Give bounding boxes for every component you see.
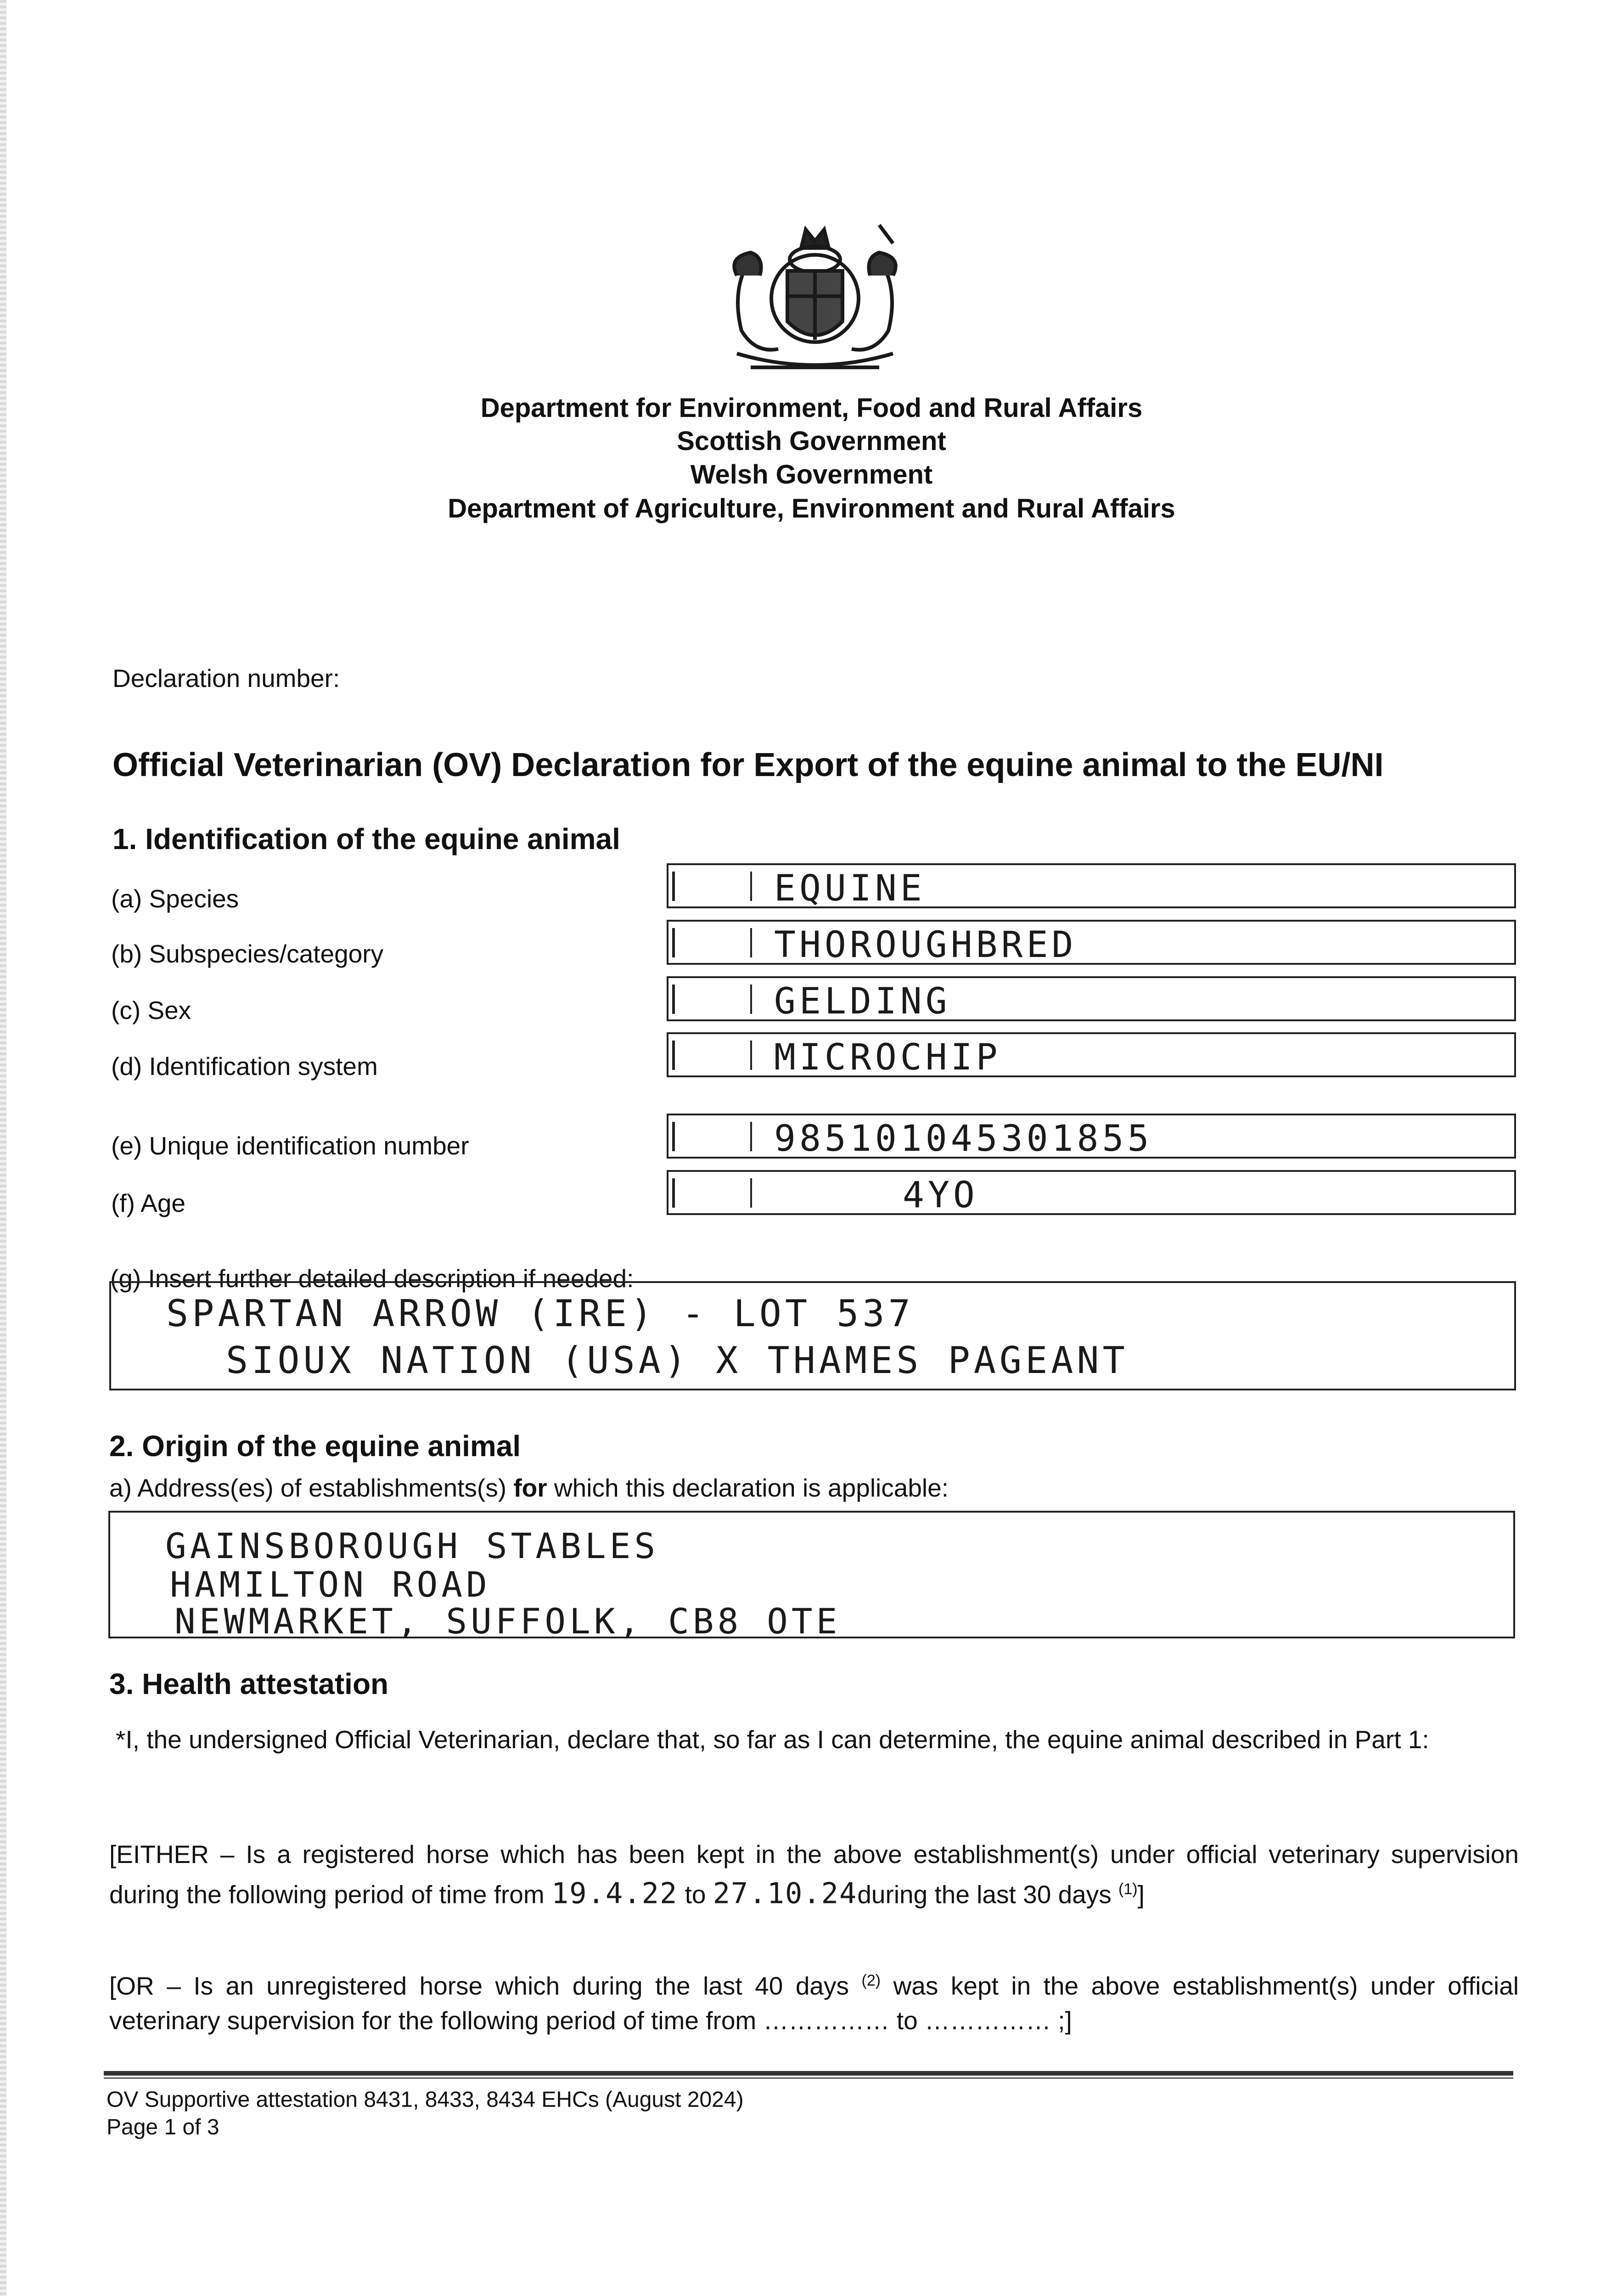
- sex-field[interactable]: [667, 976, 1516, 1021]
- footer-rule-thin: [104, 2077, 1513, 2079]
- section2-heading: 2. Origin of the equine animal: [109, 1429, 521, 1463]
- page-title: Official Veterinarian (OV) Declaration for Export of the equine animal to the EU/NI: [112, 747, 1384, 783]
- dept-welsh-government: Welsh Government: [690, 460, 933, 490]
- identification-system-field[interactable]: [667, 1032, 1516, 1077]
- footer-page-number: Page 1 of 3: [107, 2115, 219, 2139]
- sex-value: GELDING: [774, 981, 951, 1022]
- scan-edge: [0, 0, 6, 2296]
- subspecies-field[interactable]: [667, 920, 1516, 965]
- address-label: a) Address(es) of establishments(s) for which this declaration is applicable:: [109, 1474, 949, 1502]
- section1-heading: 1. Identification of the equine animal: [112, 822, 620, 855]
- dept-scottish-government: Scottish Government: [677, 426, 946, 456]
- address-line-3: NEWMARKET, SUFFOLK, CB8 OTE: [174, 1601, 841, 1642]
- age-value: 4YO: [903, 1175, 978, 1216]
- footer-attestation: OV Supportive attestation 8431, 8433, 8434 EHCs (August 2024): [107, 2088, 744, 2112]
- further-description-label: (g) Insert further detailed description if needed:: [110, 1264, 634, 1293]
- unique-id-label: (e) Unique identification number: [111, 1131, 469, 1160]
- subspecies-label: (b) Subspecies/category: [111, 940, 384, 968]
- address-box[interactable]: [108, 1511, 1515, 1642]
- age-label: (f) Age: [111, 1189, 186, 1217]
- further-description-line-2: SIOUX NATION (USA) X THAMES PAGEANT: [226, 1339, 1129, 1382]
- section3-heading: 3. Health attestation: [109, 1667, 389, 1700]
- either-clause: [EITHER – Is a registered horse which has been kept in the above establishment(s) under official veterinary supervision during the following period of time from 19.4.22 to 27.10.24during the last 30 days $^{(1)}$]: [109, 1840, 1519, 1910]
- unique-id-value: 985101045301855: [774, 1118, 1153, 1159]
- identification-system-label: (d) Identification system: [111, 1052, 378, 1080]
- either-to-date: 27.10.24: [713, 1876, 858, 1910]
- royal-coat-of-arms-emblem: [709, 216, 921, 381]
- health-intro: *I, the undersigned Official Veterinarian, declare that, so far as I can determine, the equine animal described in Part 1:: [116, 1725, 1429, 1754]
- declaration-number-label: Declaration number:: [112, 664, 340, 692]
- species-field[interactable]: [667, 863, 1516, 908]
- species-value: EQUINE: [774, 868, 926, 909]
- address-line-1: GAINSBOROUGH STABLES: [165, 1525, 659, 1566]
- dept-defra: Department for Environment, Food and Rural Affairs: [480, 393, 1143, 423]
- further-description-line-1: SPARTAN ARROW (IRE) - LOT 537: [166, 1292, 914, 1335]
- identification-system-value: MICROCHIP: [774, 1037, 1001, 1078]
- species-label: (a) Species: [111, 884, 239, 913]
- or-clause: [OR – Is an unregistered horse which during the last 40 days $^{(2)}$ was kept in the above establishment(s) under official veterinary supervision for the following period of time from …………… to …………… ;]: [109, 1971, 1519, 2035]
- further-description-box[interactable]: [109, 1281, 1516, 1390]
- unique-id-field[interactable]: [667, 1114, 1516, 1159]
- sex-label: (c) Sex: [111, 996, 191, 1024]
- footer-rule: [104, 2071, 1513, 2076]
- subspecies-value: THOROUGHBRED: [774, 924, 1077, 966]
- age-field[interactable]: [667, 1170, 1516, 1215]
- dept-daera: Department of Agriculture, Environment and Rural Affairs: [448, 494, 1175, 523]
- either-from-date: 19.4.22: [551, 1876, 678, 1910]
- address-line-2: HAMILTON ROAD: [170, 1564, 491, 1605]
